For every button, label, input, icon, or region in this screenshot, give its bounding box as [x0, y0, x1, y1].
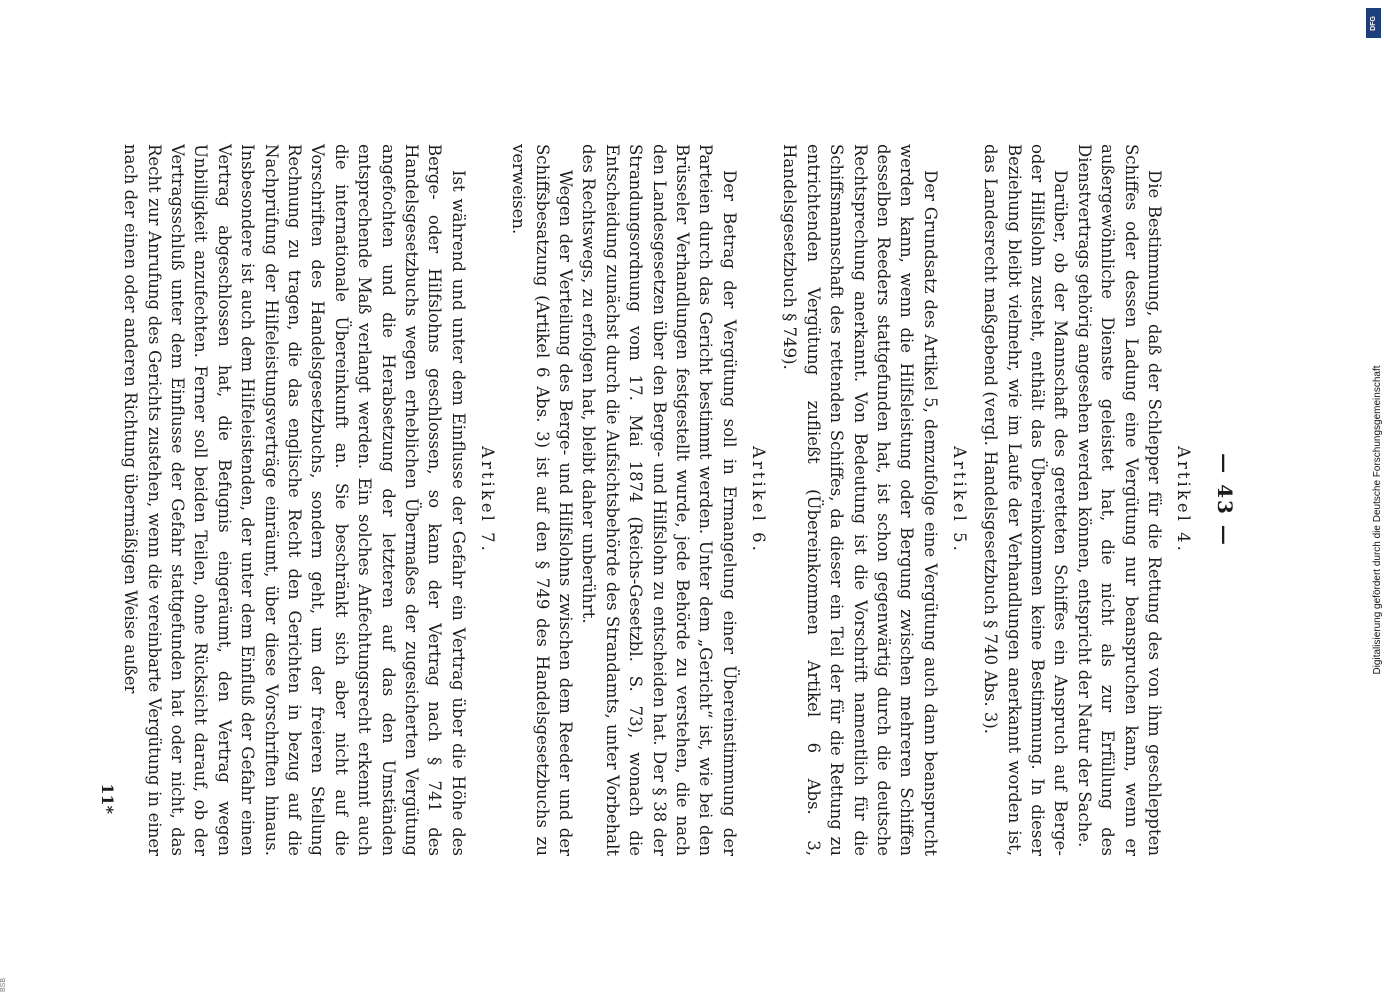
- page-number: — 43 —: [1213, 453, 1237, 547]
- article-6: [507, 144, 768, 856]
- article-5: [778, 144, 969, 856]
- article-4: [979, 144, 1193, 856]
- paragraph: Der Grundsatz des Artikel 5, demzufolge eine Vergütung auch dann beansprucht werden kann, wenn die Hilfsleistung oder Bergung zwischen mehreren Schiffen desselben Reeders stattgefunden hat, ist schon gegenwärtig durch die deutsche Rechtsprechung anerkannt. Von Bedeutung ist die Vorschrift namentlich für die Schiffsmannschaft des rettenden Schiffes, da dieser ein Teil der für die Rettung zu entrichtenden Vergütung zufließt (Übereinkommen Artikel 6 Abs. 3, Handelsgesetzbuch § 749).: [780, 144, 940, 856]
- article-heading: Artikel 5.: [949, 446, 969, 554]
- digitization-credit: Digitalisierung gefördert durch die Deutsche Forschungsgemeinschaft: [1372, 365, 1383, 675]
- signature-mark: 11*: [97, 783, 117, 814]
- paragraph: Wegen der Verteilung des Berge- und Hilfslohns zwischen dem Reeder und der Schiffsbesatzung (Artikel 6 Abs. 3) ist auf den § 749 des Handelsgesetzbuchs zu verweisen.: [509, 144, 576, 856]
- article-7: [119, 144, 497, 856]
- article-heading: Artikel 4.: [1174, 446, 1193, 554]
- paragraph: Der Betrag der Vergütung soll in Ermangelung einer Übereinstimmung der Parteien durch das Gericht bestimmt werden. Unter dem „Gericht“ ist, wie bei den Brüsseler Verhandlungen festgestellt wurde, jede Behörde zu verstehen, die nach den Landesgesetzen über den Berge- und Hilfslohn zu entscheiden hat. Der § 38 der Strandungsordnung vom 17. Mai 1874 (Reichs-Gesetzbl. S. 73), wonach die Entscheidung zunächst durch die Aufsichtsbehörde des Strandamts, unter Vorbehalt des Rechtswegs, zu erfolgen hat, bleibt daher unberührt.: [579, 144, 739, 856]
- paragraph: Ist während und unter dem Einflusse der Gefahr ein Vertrag über die Höhe des Berge- oder Hilfslohns geschlossen, so kann der Vertrag nach § 741 des Handelsgesetzbuchs wegen erheblichen Übermaßes der zugesicherten Vergütung angefochten und die Herabsetzung der letzteren auf das den Umständen entsprechende Maß verlangt werden. Ein solches Anfechtungsrecht erkennt auch die internationale Übereinkunft an. Sie beschränkt sich aber nicht auf die Vorschriften des Handelsgesetzbuchs, sondern geht, um der freieren Stellung Rechnung zu tragen, die das englische Recht den Gerichten in bezug auf die Nachprüfung der Hilfeleistungsverträge einräumt, über diese Vorschriften hinaus. Insbesondere ist auch dem Hilfeleistenden, der unter dem Einfluß der Gefahr einen Vertrag abgeschlossen hat, die Befugnis eingeräumt, den Vertrag wegen Unbilligkeit anzufechten. Ferner soll beiden Teilen, ohne Rücksicht darauf, ob der Vertragsschluß unter dem Einflusse der Gefahr stattgefunden hat oder nicht, das Recht zur Anrufung des Gerichts zustehen, wenn die vereinbarte Vergütung in einer nach der einen oder anderen Richtung übermäßigen Weise außer: [121, 144, 468, 856]
- article-heading: Artikel 6.: [748, 446, 768, 554]
- dfg-logo-text: DFG: [1370, 15, 1377, 31]
- dfg-logo-icon: [1366, 8, 1381, 38]
- scanned-page: [97, 120, 1257, 880]
- paragraph: Die Bestimmung, daß der Schlepper für die Rettung des von ihm geschleppten Schiffes oder dessen Ladung eine Vergütung nur beanspruchen kann, wenn er außergewöhnliche Dienste geleistet hat, die nicht als zur Erfüllung des Dienstvertrags gehörig angesehen werden können, entspricht der Natur der Sache.: [1074, 144, 1164, 856]
- paragraph: Darüber, ob der Mannschaft des geretteten Schiffes ein Anspruch auf Berge- oder Hilfslohn zusteht, enthält das Übereinkommen keine Bestimmung. In dieser Beziehung bleibt vielmehr, wie im Laufe der Verhandlungen anerkannt worden ist, das Landesrecht maßgebend (vergl. Handelsgesetzbuch § 740 Abs. 3).: [981, 144, 1071, 856]
- library-mark: BSB: [0, 977, 7, 992]
- article-heading: Artikel 7.: [477, 446, 497, 554]
